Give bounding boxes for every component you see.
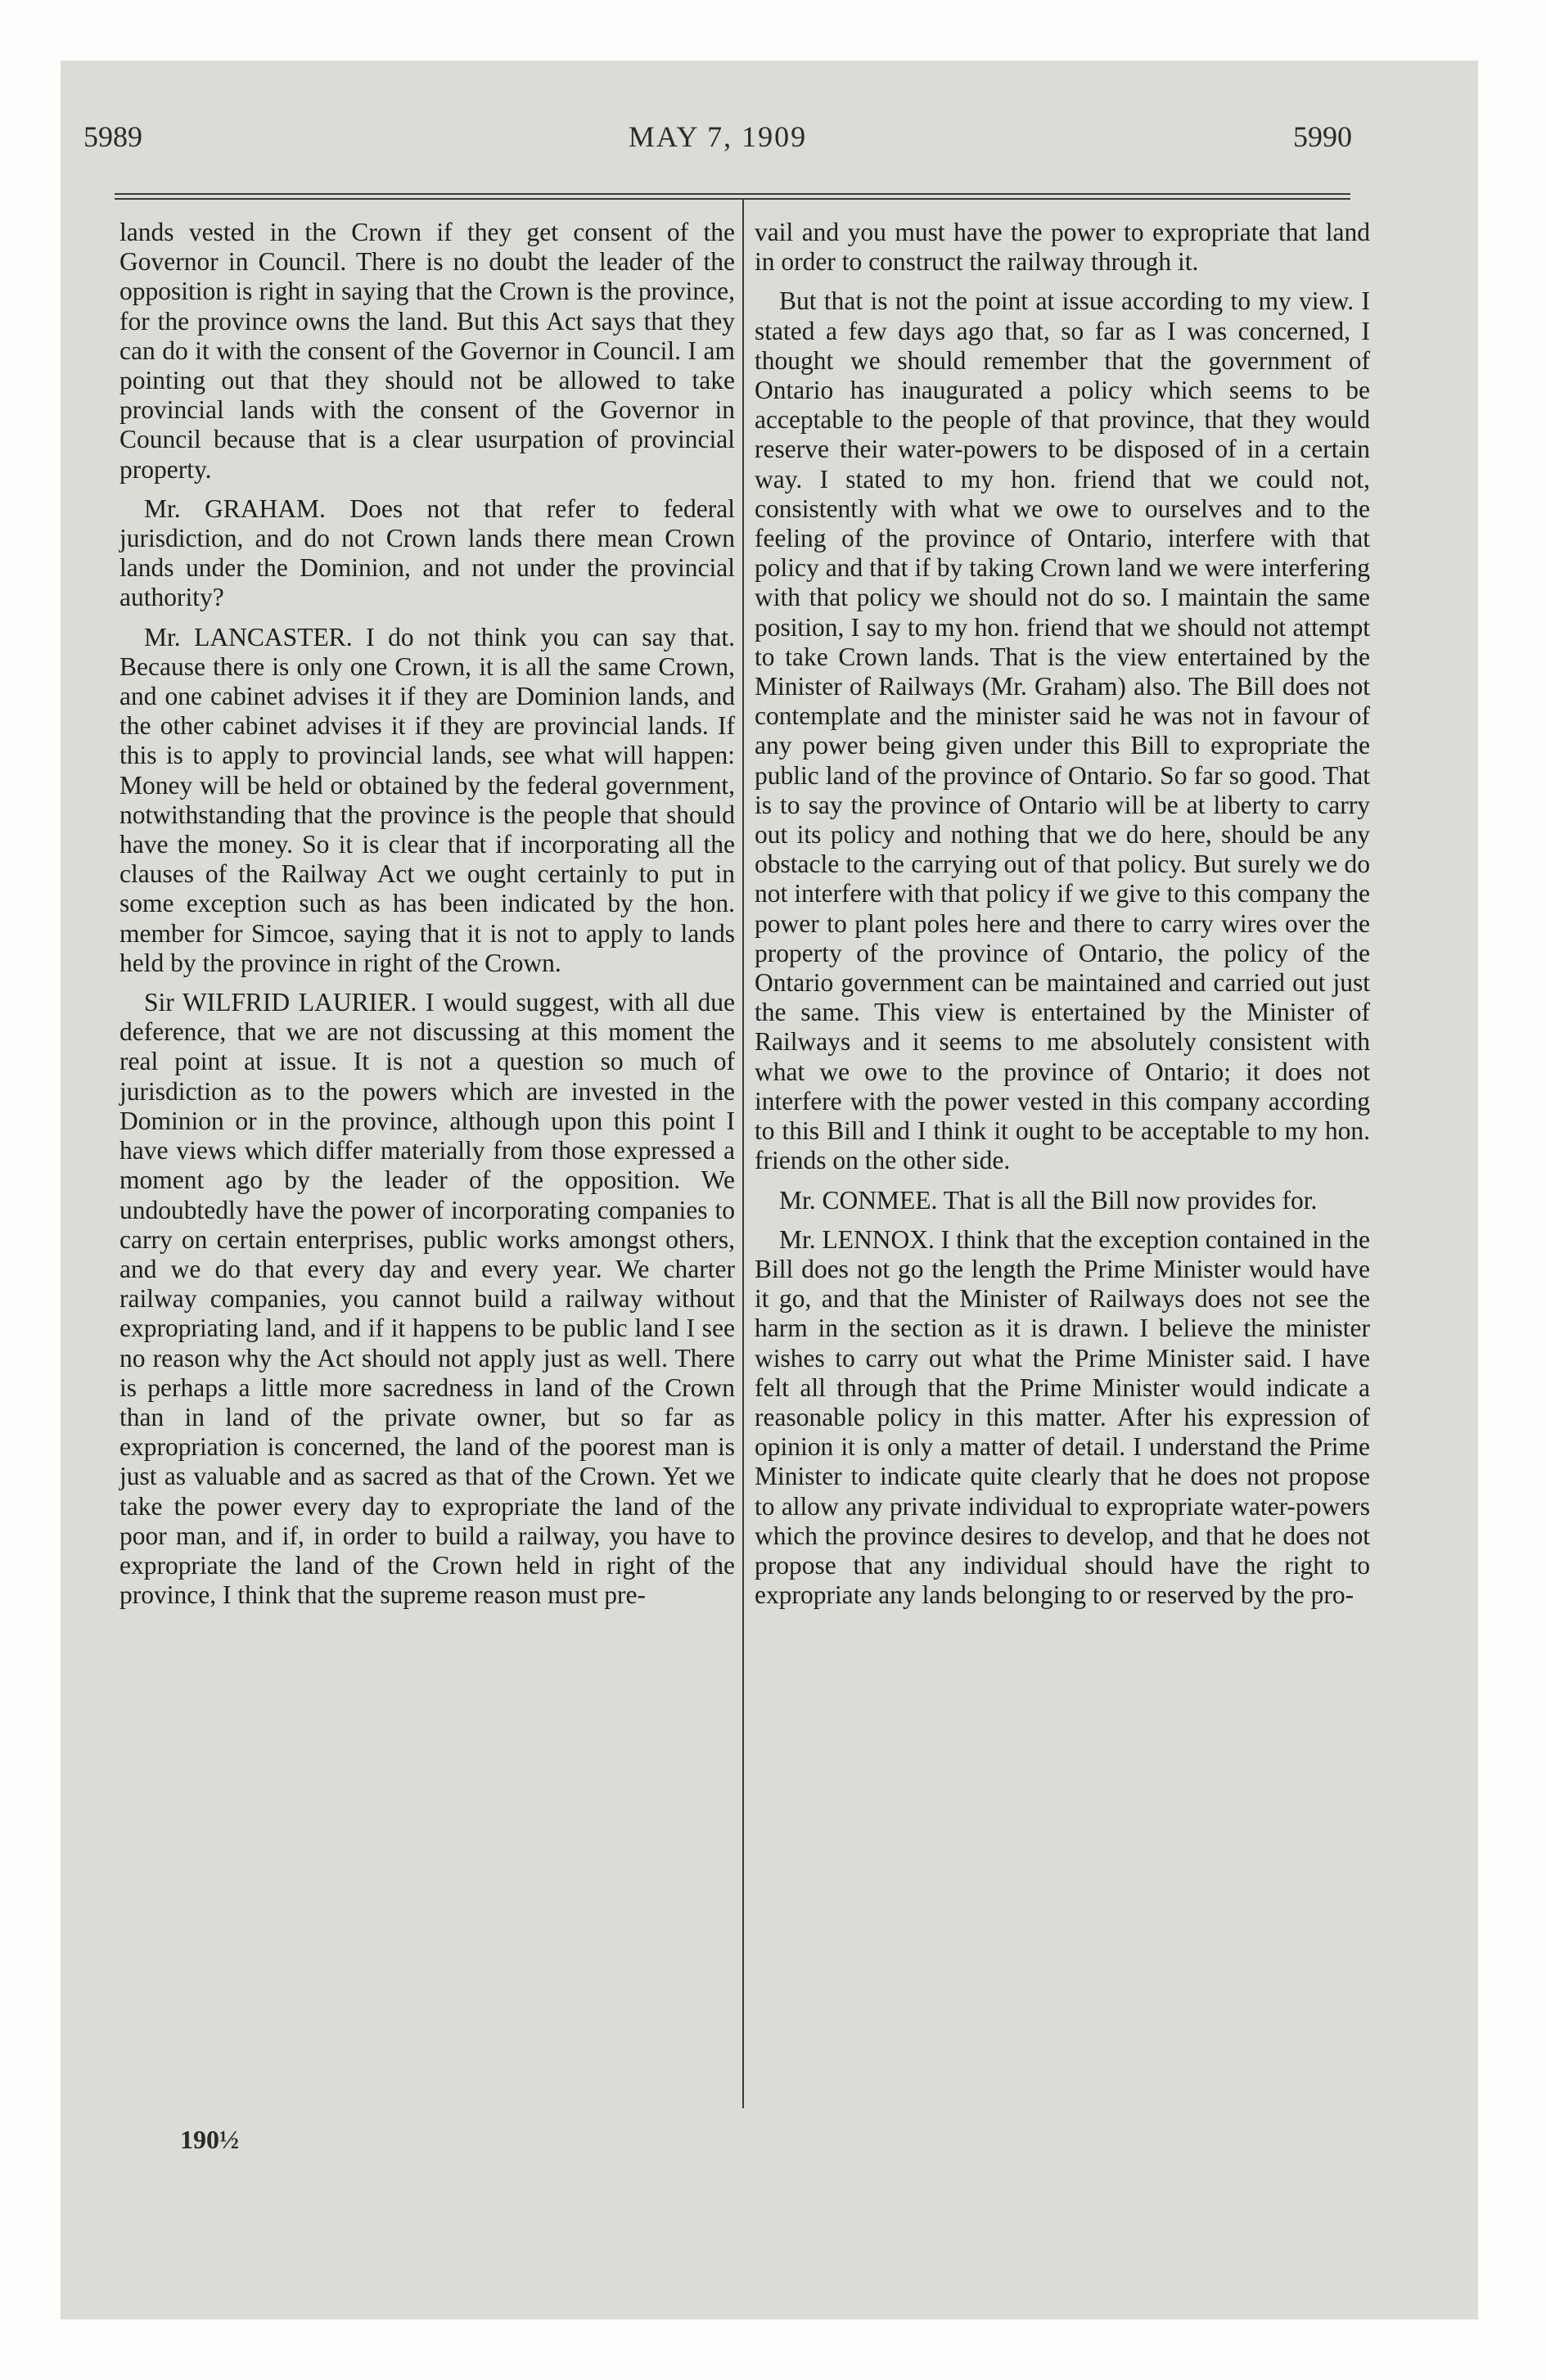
column-divider	[742, 200, 744, 2108]
page-number-right: 5990	[1293, 120, 1352, 153]
paragraph: lands vested in the Crown if they get consent of the Governor in Council. There is no doubt the leader of the opposition is right in saying that the Crown is the province, for the province owns the land. But this Act says that they can do it with the consent of the Governor in Council. I am pointing out that they should not be allowed to take provincial lands with the consent of the Governor in Council because that is a clear usurpation of provincial property.	[119, 218, 735, 484]
paragraph: Mr. LANCASTER. I do not think you can say that. Because there is only one Crown, it is all the same Crown, and one cabinet advises it if they are Dominion lands, and the other cabinet advises it if they are provincial lands. If this is to apply to provincial lands, see what will happen: Money will be held or obtained by the federal government, notwithstanding that the province is the people that should have the money. So it is clear that if incorporating all the clauses of the Railway Act we ought certainly to put in some exception such as has been indicated by the hon. member for Simcoe, saying that it is not to apply to lands held by the province in right of the Crown.	[119, 622, 735, 977]
paragraph: Mr. LENNOX. I think that the exception contained in the Bill does not go the length the Prime Minister would have it go, and that the Minister of Railways does not see the harm in the section as it is drawn. I believe the minister wishes to carry out what the Prime Minister said. I have felt all through that the Prime Minister would indicate a reasonable policy in this matter. After his expression of opinion it is only a matter of detail. I understand the Prime Minister to indicate quite clearly that he does not propose to allow any private individual to expropriate water-powers which the province desires to develop, and that he does not propose that any individual should have the right to expropriate any lands belonging to or reserved by the pro-	[755, 1224, 1370, 1610]
paragraph: Sir WILFRID LAURIER. I would suggest, with all due deference, that we are not discussing at this moment the real point at issue. It is not a question so much of jurisdiction as to the powers which are invested in the Dominion or in the province, although upon this point I have views which differ materially from those expressed a moment ago by the leader of the opposition. We undoubtedly have the power of incorporating companies to carry on certain enterprises, public works amongst others, and we do that every day and every year. We charter railway companies, you cannot build a railway without expropriating land, and if it happens to be public land I see no reason why the Act should not apply just as well. There is perhaps a little more sacredness in land of the Crown than in land of the private owner, but so far as expropriation is concerned, the land of the poorest man is just as valuable and as sacred as that of the Crown. Yet we take the power every day to expropriate the land of the poor man, and if, in order to build a railway, you have to expropriate the land of the Crown held in right of the province, I think that the supreme reason must pre-	[119, 988, 735, 1610]
paragraph: Mr. CONMEE. That is all the Bill now provides for.	[779, 1185, 1318, 1215]
header-date: MAY 7, 1909	[628, 120, 808, 153]
paragraph: vail and you must have the power to expropriate that land in order to construct the railway through it.	[755, 218, 1370, 277]
header-rule-bottom	[115, 198, 1350, 200]
page-number-left: 5989	[83, 120, 142, 153]
paragraph: Mr. GRAHAM. Does not that refer to federal jurisdiction, and do not Crown lands there mean Crown lands under the Dominion, and not under the provincial authority?	[119, 494, 735, 612]
page-header	[83, 119, 1352, 156]
left-column	[119, 218, 735, 1620]
paragraph: But that is not the point at issue according to my view. I stated a few days ago that, so far as I was concerned, I thought we should remember that the government of Ontario has inaugurated a policy which seems to be acceptable to the people of that province, that they would reserve their water-powers to be disposed of in a certain way. I stated to my hon. friend that we could not, consistently with what we owe to ourselves and to the feeling of the province of Ontario, interfere with that policy and that if by taking Crown land we were interfering with that policy we should not do so. I maintain the same position, I say to my hon. friend that we should not attempt to take Crown lands. That is the view entertained by the Minister of Railways (Mr. Graham) also. The Bill does not contemplate and the minister said he was not in favour of any power being given under this Bill to expropriate the public land of the province of Ontario. So far so good. That is to say the province of Ontario will be at liberty to carry out its policy and nothing that we do here, should be any obstacle to the carrying out of that policy. But surely we do not interfere with that policy if we give to this company the power to plant poles here and there to carry wires over the property of the province of Ontario, the policy of the Ontario government can be maintained and carried out just the same. This view is entertained by the Minister of Railways and it seems to me absolutely consistent with what we owe to the province of Ontario; it does not interfere with the power vested in this company according to this Bill and I think it ought to be acceptable to my hon. friends on the other side.	[755, 286, 1370, 1175]
signature-mark: 190½	[180, 2125, 239, 2154]
right-column	[755, 218, 1370, 1620]
header-rule-top	[115, 193, 1350, 195]
